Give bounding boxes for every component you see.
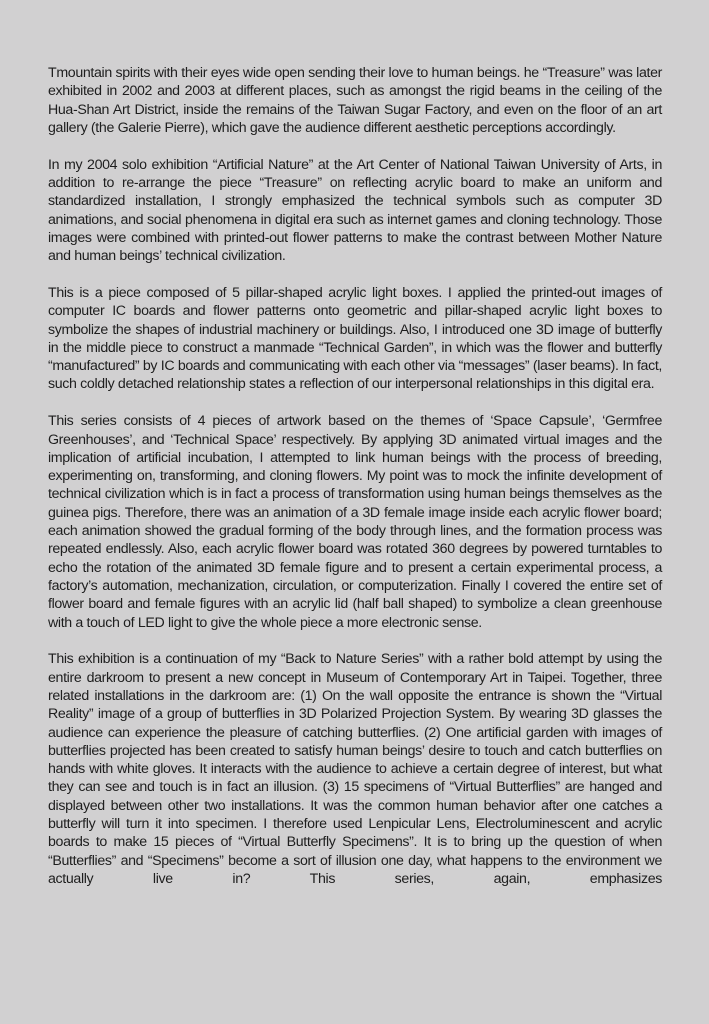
paragraph-space-capsule-series: This series consists of 4 pieces of artwork based on the themes of ‘Space Capsule’, ‘Germfree Greenhouses’, and ‘Technical Space’ respectively. By applying 3D animated virtual images and the implication of artificial incubation, I attempted to link human beings with the process of breeding, experimenting on, transforming, and cloning flowers. My point was to mock the infinite development of technical civilization which is in fact a process of transformation using human beings themselves as the guinea pigs. Therefore, there was an animation of a 3D female image inside each acrylic flower board; each animation showed the gradual forming of the body through lines, and the formation process was repeated endlessly. Also, each acrylic flower board was rotated 360 degrees by powered turntables to echo the rotation of the animated 3D female figure and to present a certain experimental process, a factory’s automation, mechanization, circulation, or computerization. Finally I covered the entire set of flower board and female figures with an acrylic lid (half ball shaped) to symbolize a clean greenhouse with a touch of LED light to give the whole piece a more electronic sense. [48, 413, 662, 631]
paragraph-back-to-nature-series: This exhibition is a continuation of my “Back to Nature Series” with a rather bold attempt by using the entire darkroom to present a new concept in Museum of Contemporary Art in Taipei. Together, three related installations in the darkroom are: (1) On the wall opposite the entrance is shown the “Virtual Reality” image of a group of butterflies in 3D Polarized Projection System. By wearing 3D glasses the audience can experience the pleasure of catching butterflies. (2) One artificial garden with images of butterflies projected has been created to satisfy human beings’ desire to touch and catch butterflies on hands with white gloves. It interacts with the audience to achieve a certain degree of interest, but what they can see and touch is in fact an illusion. (3) 15 specimens of “Virtual Butterflies” are hanged and displayed between other two installations. It was the common human behavior after one catches a butterfly will turn it into specimen. I therefore used Lenpicular Lens, Electroluminescent and acrylic boards to make 15 pieces of “Virtual Butterfly Specimens”. It is to bring up the question of when “Butterflies” and “Specimens” become a sort of illusion one day, what happens to the environment we actually live in? This series, again, emphasizes [48, 651, 662, 887]
document-page [48, 64, 662, 907]
paragraph-treasure-exhibitions: Tmountain spirits with their eyes wide open sending their love to human beings. he “Treasure” was later exhibited in 2002 and 2003 at different places, such as amongst the rigid beams in the ceiling of the Hua-Shan Art District, inside the remains of the Taiwan Sugar Factory, and even on the floor of an art gallery (the Galerie Pierre), which gave the audience different aesthetic perceptions accordingly. [48, 65, 662, 136]
paragraph-acrylic-light-boxes: This is a piece composed of 5 pillar-shaped acrylic light boxes. I applied the printed-out images of computer IC boards and flower patterns onto geometric and pillar-shaped acrylic light boxes to symbolize the shapes of industrial machinery or buildings. Also, I introduced one 3D image of butterfly in the middle piece to construct a manmade “Technical Garden”, in which was the flower and butterfly “manufactured” by IC boards and communicating with each other via “messages” (laser beams). In fact, such coldly detached relationship states a reflection of our interpersonal relationships in this digital era. [48, 284, 662, 393]
paragraph-artificial-nature: In my 2004 solo exhibition “Artificial Nature” at the Art Center of National Taiwan University of Arts, in addition to re-arrange the piece “Treasure” on reflecting acrylic board to make an uniform and standardized installation, I strongly emphasized the technical symbols such as computer 3D animations, and social phenomena in digital era such as internet games and cloning technology. Those images were combined with printed-out flower patterns to make the contrast between Mother Nature and human beings’ technical civilization. [48, 156, 662, 265]
